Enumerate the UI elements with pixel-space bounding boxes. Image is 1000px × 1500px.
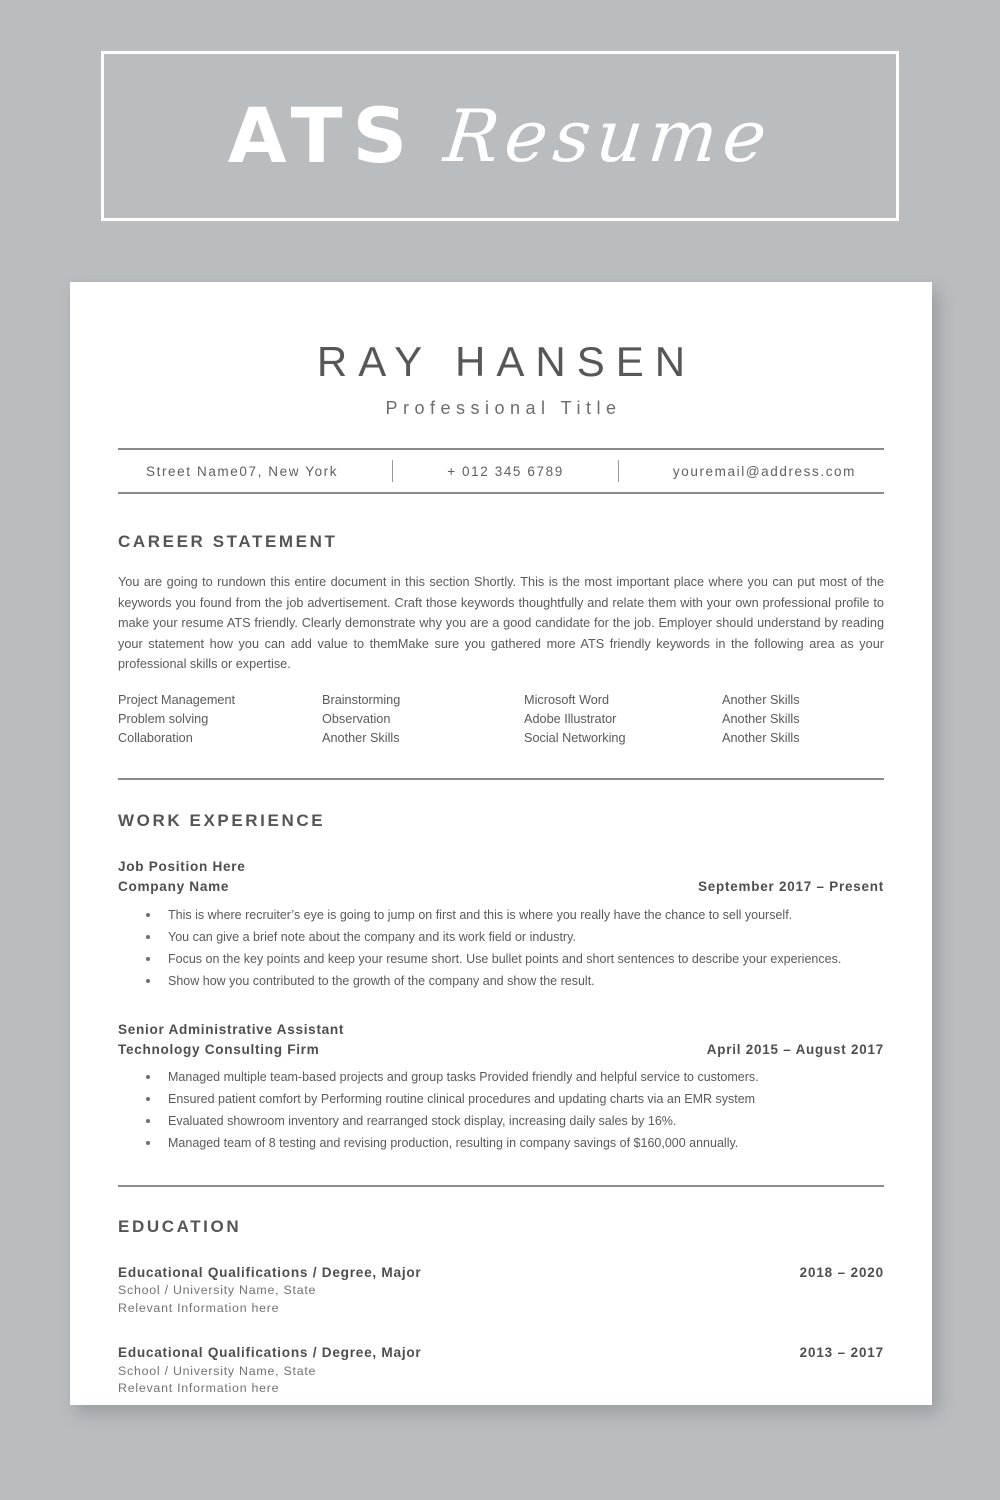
section-divider-2 <box>118 1185 884 1187</box>
skill-item: Observation <box>322 712 391 727</box>
contact-divider-2 <box>618 460 619 482</box>
education-degree-row <box>118 1263 884 1282</box>
education-date: 2018 – 2020 <box>799 1265 884 1281</box>
job-company-row <box>118 1040 884 1060</box>
job-bullet: Managed team of 8 testing and revising production, resulting in company savings of $160,000 annually. <box>118 1134 884 1156</box>
section-divider-1 <box>118 778 884 780</box>
job-bullet: Show how you contributed to the growth of the company and show the result. <box>118 972 884 994</box>
job-title: Senior Administrative Assistant <box>118 1021 345 1037</box>
skill-item: Adobe Illustrator <box>524 712 617 727</box>
work-experience-heading: WORK EXPERIENCE <box>118 811 326 831</box>
contact-rule-bottom <box>118 492 884 494</box>
education-school: School / University Name, State <box>118 1283 317 1298</box>
education-heading: EDUCATION <box>118 1217 242 1237</box>
candidate-subtitle: Professional Title <box>385 398 622 419</box>
education-degree: Educational Qualifications / Degree, Major <box>118 1345 422 1361</box>
career-statement-section <box>118 532 884 749</box>
contact-divider-1 <box>392 460 393 482</box>
job-bullet: Ensured patient comfort by Performing routine clinical procedures and updating charts via an EMR system <box>118 1090 884 1112</box>
job-date: April 2015 – August 2017 <box>706 1041 884 1057</box>
job-entry <box>118 1020 884 1156</box>
skill-item: Problem solving <box>118 712 209 727</box>
contact-block <box>118 448 884 494</box>
education-section <box>118 1217 884 1398</box>
banner-title-resume: Resume <box>440 94 777 178</box>
skill-item: Another Skills <box>722 731 800 746</box>
skill-item: Another Skills <box>722 712 800 727</box>
education-entry <box>118 1343 884 1397</box>
skill-item: Another Skills <box>322 731 400 746</box>
skill-item: Collaboration <box>118 731 193 746</box>
job-company: Technology Consulting Firm <box>118 1041 320 1057</box>
skill-item: Another Skills <box>722 692 800 707</box>
resume-content <box>118 282 884 1398</box>
candidate-name: RAY HANSEN <box>316 338 697 385</box>
banner-title <box>101 51 899 221</box>
education-info: Relevant Information here <box>118 1300 280 1315</box>
job-company-row <box>118 877 884 897</box>
skill-item: Social Networking <box>524 731 626 746</box>
skill-item: Microsoft Word <box>524 692 610 707</box>
resume-header <box>118 282 884 419</box>
job-title: Job Position Here <box>118 859 246 875</box>
page-banner <box>0 0 1000 270</box>
education-degree-row <box>118 1343 884 1362</box>
skills-grid <box>118 692 884 749</box>
job-bullet: You can give a brief note about the company and its work field or industry. <box>118 928 884 950</box>
job-date: September 2017 – Present <box>698 879 884 895</box>
contact-phone: + 012 345 6789 <box>447 463 564 479</box>
contact-address: Street Name07, New York <box>146 463 339 479</box>
skill-item: Project Management <box>118 692 236 707</box>
education-info: Relevant Information here <box>118 1381 280 1396</box>
resume-page <box>70 282 932 1405</box>
education-degree: Educational Qualifications / Degree, Major <box>118 1265 422 1281</box>
job-entry <box>118 857 884 993</box>
education-school: School / University Name, State <box>118 1363 317 1378</box>
contact-email: youremail@address.com <box>672 463 856 479</box>
career-statement-heading: CAREER STATEMENT <box>118 532 338 552</box>
job-bullet: This is where recruiter’s eye is going to jump on first and this is where you really have the chance to sell yourself. <box>118 906 884 928</box>
job-bullet: Managed multiple team-based projects and group tasks Provided friendly and helpful service to customers. <box>118 1068 884 1090</box>
career-statement-text: You are going to rundown this entire document in this section Shortly. This is the most important place where you can put most of the keywords you found from the job advertisement. Craft those keywords thoughtfully and relate them with your own professional profile to make your resume ATS friendly. Clearly demonstrate why you are a good candidate for the job. Employer should understand by reading your statement how you can add value to themMake sure you gathered more ATS friendly keywords in the following area as your professional skills or expertise. <box>118 575 884 672</box>
skill-item: Brainstorming <box>322 692 401 707</box>
work-experience-section <box>118 811 884 1156</box>
education-date: 2013 – 2017 <box>799 1345 884 1361</box>
job-bullet: Evaluated showroom inventory and rearranged stock display, increasing daily sales by 16%. <box>118 1112 884 1134</box>
job-bullet-list <box>118 906 884 994</box>
job-bullet: Focus on the key points and keep your resume short. Use bullet points and short sentences to describe your experiences. <box>118 950 884 972</box>
job-bullet-list <box>118 1068 884 1156</box>
contact-row <box>118 450 884 492</box>
job-company: Company Name <box>118 879 230 895</box>
banner-title-ats: ATS <box>227 91 418 180</box>
education-entry <box>118 1263 884 1317</box>
